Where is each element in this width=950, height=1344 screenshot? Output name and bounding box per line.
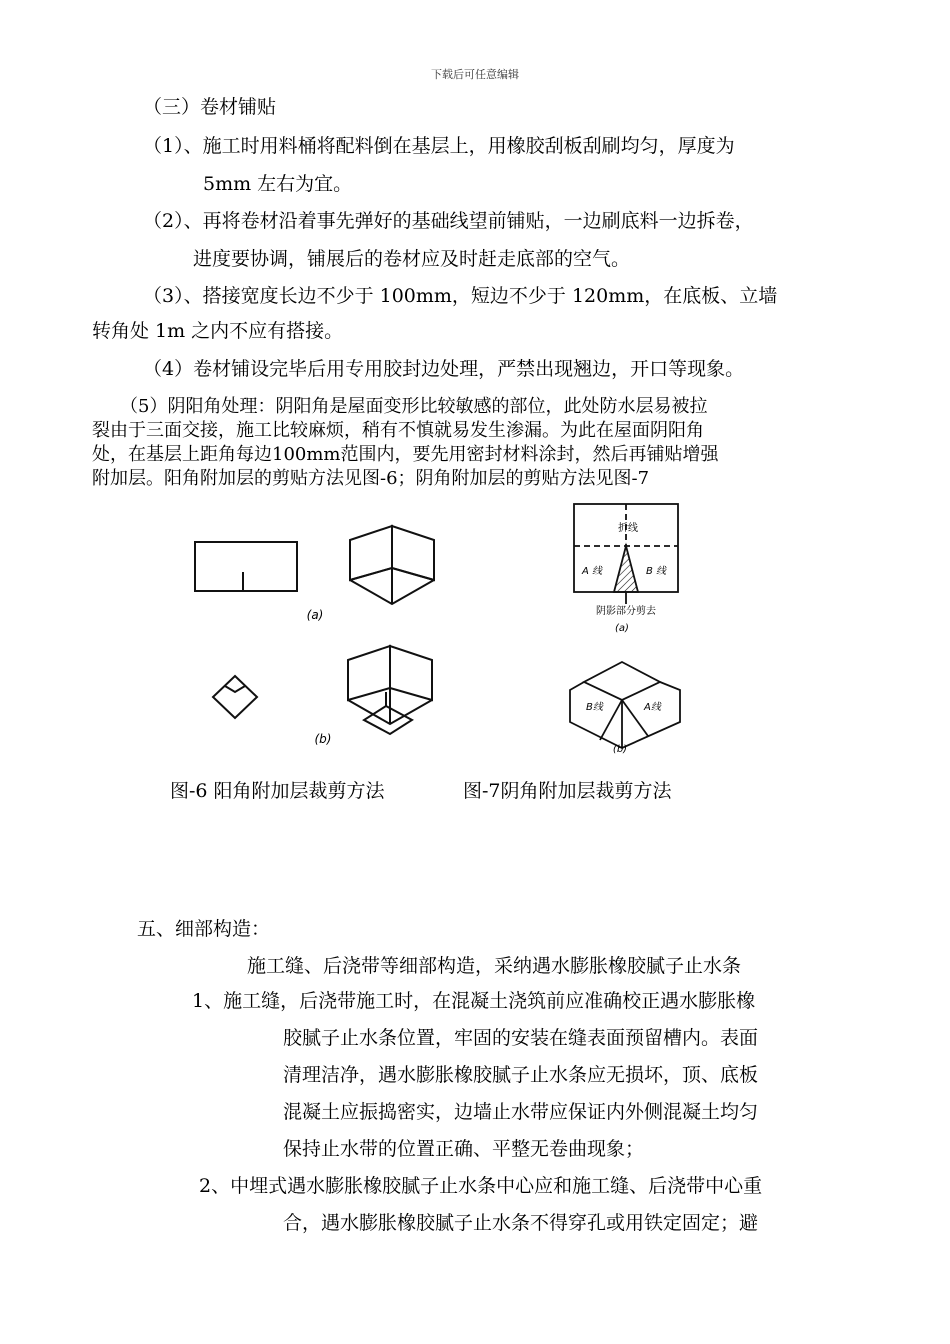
para-2-line-2: 合，遇水膨胀橡胶腻子止水条不得穿孔或用铁定固定；避 (283, 1212, 759, 1234)
item-3-line-2: 转角处 1m 之内不应有搭接。 (92, 320, 344, 342)
fig7a-b-line-label: B 线 (646, 566, 667, 577)
para-1-line-1: 1、施工缝，后浇带施工时，在混凝土浇筑前应准确校正遇水膨胀橡 (192, 990, 756, 1012)
fig6b-diamond-patch (213, 676, 257, 718)
item-2-line-2: 进度要协调，铺展后的卷材应及时赶走底部的空气。 (193, 248, 631, 270)
item-1-line-2: 5mm 左右为宜。 (203, 173, 353, 195)
item-5-line-3: 处，在基层上距角每边100mm范围内，要先用密封材料涂封，然后再铺贴增强 (92, 444, 719, 465)
item-1-line-1: （1）、施工时用料桶将配料倒在基层上，用橡胶刮板刮刷均匀，厚度为 (143, 135, 735, 157)
fig7a-a-line-label: A 线 (582, 566, 603, 577)
fig7-label-b: (b) (612, 744, 628, 755)
page-header: 下载后可任意编辑 (431, 68, 519, 81)
fig6a-flat-sheet (195, 542, 297, 591)
fig6b-folded-corner (348, 646, 432, 734)
fig7b-a-line-label: A线 (644, 702, 661, 713)
item-2-line-1: （2）、再将卷材沿着事先弹好的基础线望前铺贴，一边刷底料一边拆卷， (143, 210, 754, 232)
fig6-label-b: (b) (314, 732, 332, 746)
para-1-line-5: 保持止水带的位置正确、平整无卷曲现象； (283, 1138, 645, 1160)
figure-6-diagram (180, 520, 500, 760)
para-1-line-4: 混凝土应振捣密实，边墙止水带应保证内外侧混凝土均匀 (283, 1101, 759, 1123)
item-5-line-2: 裂由于三面交接，施工比较麻烦，稍有不慎就易发生渗漏。为此在屋面阴阳角 (92, 420, 704, 441)
fig7b-b-line-label: B线 (586, 702, 603, 713)
item-5-line-4: 附加层。阳角附加层的剪贴方法见图-6；阴角附加层的剪贴方法见图-7 (92, 468, 650, 489)
fig7a-fold-line-label: 折线 (618, 523, 638, 534)
item-5-line-1: （5）阴阳角处理：阴阳角是屋面变形比较敏感的部位，此处防水层易被拉 (120, 396, 708, 417)
fig6-label-a: (a) (306, 608, 324, 622)
section-5-intro: 施工缝、后浇带等细部构造，采纳遇水膨胀橡胶腻子止水条 (247, 955, 742, 977)
section-5-title: 五、细部构造： (137, 918, 271, 940)
item-3-line-1: （3）、搭接宽度长边不少于 100mm，短边不少于 120mm，在底板、立墙 (143, 285, 778, 307)
figure-7-diagram (560, 500, 700, 760)
fig7a-shadow-cut-label: 阴影部分剪去 (596, 606, 656, 617)
fig6a-folded-corner (350, 526, 434, 604)
fig7a-cut-triangle (614, 546, 638, 592)
figure-6-caption: 图-6 阳角附加层裁剪方法 (170, 780, 385, 802)
para-1-line-2: 胶腻子止水条位置，牢固的安装在缝表面预留槽内。表面 (283, 1027, 759, 1049)
para-1-line-3: 清理洁净，遇水膨胀橡胶腻子止水条应无损坏，顶、底板 (283, 1064, 759, 1086)
item-4: （4）卷材铺设完毕后用专用胶封边处理，严禁出现翘边，开口等现象。 (143, 358, 745, 380)
para-2-line-1: 2、中埋式遇水膨胀橡胶腻子止水条中心应和施工缝、后浇带中心重 (199, 1175, 763, 1197)
section-3-title: （三）卷材铺贴 (143, 96, 277, 118)
fig7-label-a: (a) (615, 623, 629, 634)
figure-7-caption: 图-7阴角附加层裁剪方法 (463, 780, 672, 802)
